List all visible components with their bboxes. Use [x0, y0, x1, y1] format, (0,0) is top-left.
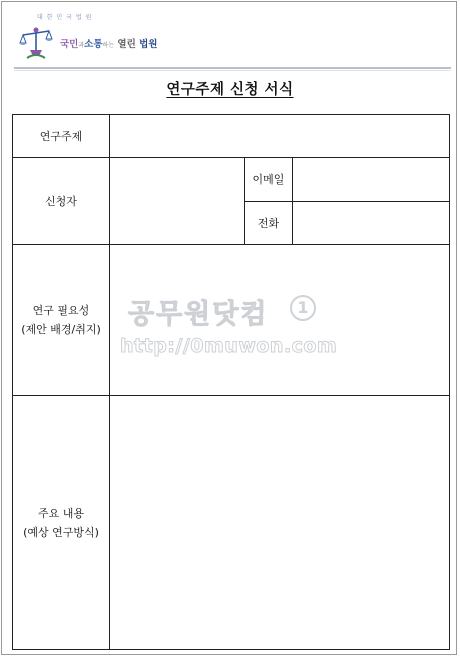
content-field[interactable] — [110, 396, 450, 650]
header-divider — [14, 67, 451, 69]
application-form-table — [12, 114, 450, 650]
document-title: 연구주제 신청 서식 — [166, 82, 294, 98]
phone-label: 전화 — [245, 202, 293, 245]
necessity-label-line1: 연구 필요성 — [32, 304, 90, 317]
slogan-word: 과 — [78, 42, 85, 49]
applicant-field[interactable] — [110, 158, 245, 245]
slogan-word: 하는 — [102, 42, 115, 49]
table-row — [13, 158, 450, 202]
slogan-word: 열린 — [117, 39, 136, 50]
table-row — [13, 396, 450, 650]
logo-arc-text: 대 한 민 국 법 원 — [37, 14, 93, 21]
watermark-url: http://0muwon.com — [120, 335, 338, 357]
table-row — [13, 245, 450, 396]
court-logo — [17, 12, 167, 60]
content-label-line2: (예상 연구방식) — [23, 525, 99, 539]
necessity-label-line2: (제안 배경/취지) — [21, 323, 101, 336]
content-label — [13, 396, 110, 650]
watermark-circle-mark: 1 — [290, 295, 316, 321]
email-field[interactable] — [293, 158, 450, 202]
phone-field[interactable] — [293, 202, 450, 245]
logo-slogan — [60, 36, 157, 50]
header-divider-light — [14, 70, 451, 71]
slogan-word: 국민 — [60, 39, 79, 50]
topic-field[interactable] — [110, 115, 450, 158]
applicant-label: 신청자 — [13, 158, 110, 245]
slogan-word: 소통 — [84, 39, 103, 50]
email-label: 이메일 — [245, 158, 293, 202]
necessity-label — [13, 245, 110, 396]
necessity-field[interactable] — [110, 245, 450, 396]
slogan-word: 법원 — [139, 39, 158, 50]
topic-label: 연구주제 — [13, 115, 110, 158]
content-label-line1: 주요 내용 — [37, 506, 84, 520]
table-row — [13, 115, 450, 158]
watermark-text: 공무원닷컴 — [128, 299, 269, 330]
